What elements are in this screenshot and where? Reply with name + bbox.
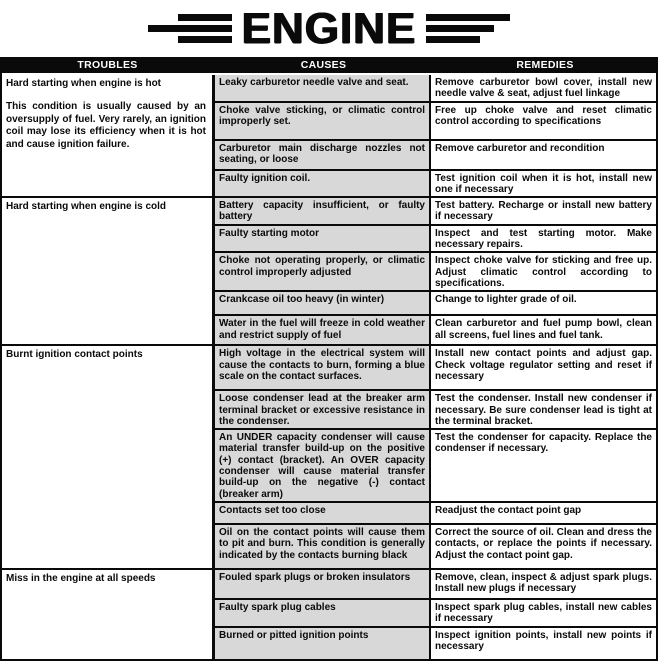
table-row <box>215 525 656 568</box>
remedy-cell: Remove carburetor bowl cover, install new needle valve & seat, adjust fuel linkage <box>431 75 656 101</box>
table-row <box>215 75 656 103</box>
trouble-cell <box>2 570 215 659</box>
remedy-cell: Inspect spark plug cables, install new cables if necessary <box>431 600 656 626</box>
cause-cell: An UNDER capacity condenser will cause material transfer build-up on the positive (+) contact (bracket). An OVER capacity condenser will cause material transfer build-up on the negative (-) contact (breaker arm) <box>215 430 431 501</box>
speed-line-bar <box>178 14 232 21</box>
table-row <box>215 226 656 254</box>
speed-line-bar <box>178 36 232 43</box>
trouble-title: Burnt ignition contact points <box>6 349 143 361</box>
table-row <box>215 171 656 197</box>
remedy-cell: Test ignition coil when it is hot, install new one if necessary <box>431 171 656 197</box>
table-header-row <box>0 57 658 73</box>
table-row <box>215 292 656 316</box>
speed-line-bar <box>426 14 510 21</box>
table-body <box>2 75 656 661</box>
cause-cell: Burned or pitted ignition points <box>215 628 431 659</box>
remedy-cell: Inspect and test starting motor. Make necessary repairs. <box>431 226 656 252</box>
cause-cell: Water in the fuel will freeze in cold weather and restrict supply of fuel <box>215 316 431 344</box>
column-header-remedies: REMEDIES <box>516 59 574 71</box>
remedy-cell: Inspect ignition points, install new points if necessary <box>431 628 656 659</box>
column-header-causes: CAUSES <box>300 59 347 71</box>
cause-remedy-rows <box>215 346 656 568</box>
remedy-cell: Test the condenser for capacity. Replace the condenser if necessary. <box>431 430 656 501</box>
remedy-cell: Correct the source of oil. Clean and dress the contacts, or replace the points if necessary. Adjust the contact point gap. <box>431 525 656 568</box>
speed-lines-left-icon <box>148 14 232 43</box>
remedy-cell: Inspect choke valve for sticking and free up. Adjust climatic control according to specifications. <box>431 253 656 290</box>
trouble-section <box>2 570 656 661</box>
table-row <box>215 346 656 391</box>
remedy-cell: Change to lighter grade of oil. <box>431 292 656 314</box>
cause-cell: Choke valve sticking, or climatic control improperly set. <box>215 103 431 139</box>
trouble-section <box>2 198 656 346</box>
trouble-title: Hard starting when engine is cold <box>6 201 167 213</box>
cause-cell: Carburetor main discharge nozzles not seating, or loose <box>215 141 431 169</box>
cause-cell: Battery capacity insufficient, or faulty battery <box>215 198 431 224</box>
trouble-title: Miss in the engine at all speeds <box>6 572 156 584</box>
table-row <box>215 253 656 292</box>
trouble-section <box>2 346 656 570</box>
remedy-cell: Test the condenser. Install new condenser if necessary. Be sure condenser lead is tight at the terminal bracket. <box>431 391 656 428</box>
cause-cell: Leaky carburetor needle valve and seat. <box>215 75 431 101</box>
table-row <box>215 570 656 600</box>
trouble-section <box>2 75 656 198</box>
trouble-cell <box>2 198 215 344</box>
speed-lines-right-icon <box>426 14 510 43</box>
speed-line-bar <box>426 36 480 43</box>
cause-remedy-rows <box>215 75 656 196</box>
cause-cell: Contacts set too close <box>215 503 431 523</box>
remedy-cell: Clean carburetor and fuel pump bowl, clean all screens, fuel lines and fuel tank. <box>431 316 656 344</box>
table-row <box>215 391 656 430</box>
title-banner <box>0 0 658 57</box>
table-row <box>215 503 656 525</box>
table-row <box>215 600 656 628</box>
page-title: ENGINE <box>241 3 417 53</box>
cause-cell: Faulty ignition coil. <box>215 171 431 197</box>
cause-cell: Choke not operating properly, or climatic control improperly adjusted <box>215 253 431 290</box>
table-row <box>215 141 656 171</box>
cause-remedy-rows <box>215 198 656 344</box>
cause-cell: Oil on the contact points will cause them to pit and burn. This condition is generally indicated by the contacts burning black <box>215 525 431 568</box>
table-row <box>215 316 656 344</box>
remedy-cell: Install new contact points and adjust gap. Check voltage regulator setting and reset if necessary <box>431 346 656 389</box>
speed-line-bar <box>148 25 232 32</box>
cause-cell: Crankcase oil too heavy (in winter) <box>215 292 431 314</box>
trouble-cell <box>2 75 215 196</box>
trouble-note-text: This condition is usually caused by an oversupply of fuel. Very rarely, an ignition coil may lose its efficiency when it is hot and cause ignition failure. <box>6 101 206 150</box>
cause-cell: Faulty spark plug cables <box>215 600 431 626</box>
column-header-troubles: TROUBLES <box>77 59 138 71</box>
speed-line-bar <box>426 25 494 32</box>
cause-remedy-rows <box>215 570 656 659</box>
troubleshooting-table <box>0 57 658 661</box>
table-row <box>215 103 656 141</box>
trouble-cell <box>2 346 215 568</box>
cause-cell: High voltage in the electrical system will cause the contacts to burn, forming a blue scale on the contact surfaces. <box>215 346 431 389</box>
table-row <box>215 430 656 503</box>
cause-cell: Fouled spark plugs or broken insulators <box>215 570 431 598</box>
remedy-cell: Test battery. Recharge or install new battery if necessary <box>431 198 656 224</box>
remedy-cell: Remove, clean, inspect & adjust spark plugs. Install new plugs if necessary <box>431 570 656 598</box>
table-row <box>215 198 656 226</box>
cause-cell: Faulty starting motor <box>215 226 431 252</box>
remedy-cell: Free up choke valve and reset climatic control according to specifications <box>431 103 656 139</box>
remedy-cell: Remove carburetor and recondition <box>431 141 656 169</box>
table-row <box>215 628 656 659</box>
trouble-title: Hard starting when engine is hot <box>6 78 162 89</box>
cause-cell: Loose condenser lead at the breaker arm terminal bracket or excessive resistance in the condenser. <box>215 391 431 428</box>
remedy-cell: Readjust the contact point gap <box>431 503 656 523</box>
